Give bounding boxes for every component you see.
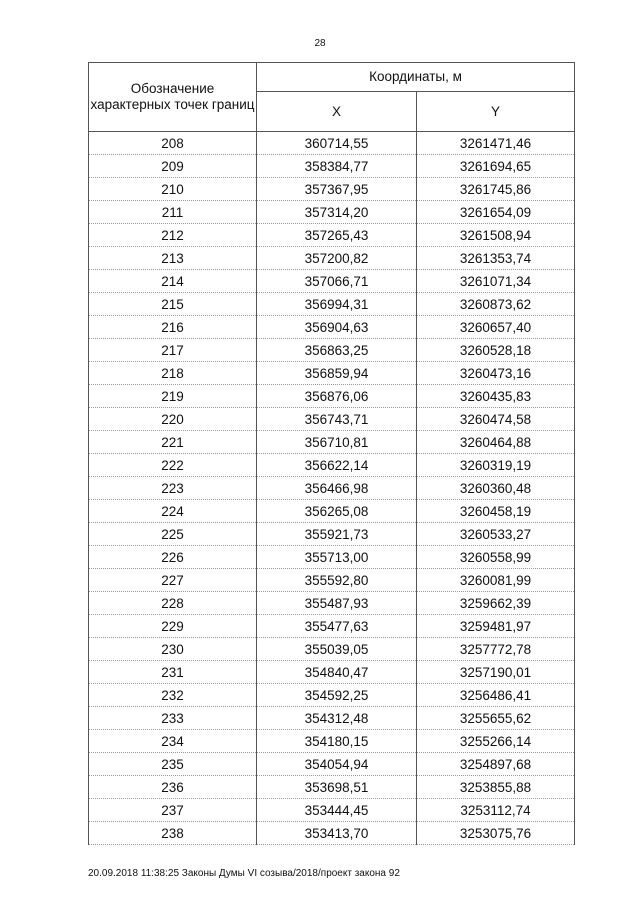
table-row [89,661,575,684]
cell-point: 225 [89,523,257,546]
cell-x: 353444,45 [257,799,417,822]
cell-x: 355921,73 [257,523,417,546]
cell-y: 3253075,76 [417,822,575,845]
cell-point: 219 [89,385,257,408]
table-row [89,684,575,707]
cell-x: 358384,77 [257,155,417,178]
table-row [89,707,575,730]
cell-y: 3260533,27 [417,523,575,546]
cell-point: 233 [89,707,257,730]
cell-point: 236 [89,776,257,799]
cell-y: 3261508,94 [417,224,575,247]
cell-y: 3260473,16 [417,362,575,385]
cell-y: 3260474,58 [417,408,575,431]
cell-x: 356622,14 [257,454,417,477]
cell-point: 220 [89,408,257,431]
cell-x: 356859,94 [257,362,417,385]
cell-y: 3253112,74 [417,799,575,822]
cell-x: 355592,80 [257,569,417,592]
cell-point: 217 [89,339,257,362]
cell-x: 357367,95 [257,178,417,201]
table-row [89,569,575,592]
cell-y: 3259481,97 [417,615,575,638]
footer-document-path: 20.09.2018 11:38:25 Законы Думы VI созыва/2018/проект закона 92 [88,868,400,879]
cell-point: 214 [89,270,257,293]
table-row [89,224,575,247]
cell-y: 3255266,14 [417,730,575,753]
table-row [89,454,575,477]
coordinates-table [88,62,575,845]
table-row [89,730,575,753]
cell-y: 3260558,99 [417,546,575,569]
cell-point: 235 [89,753,257,776]
cell-y: 3253855,88 [417,776,575,799]
cell-y: 3260657,40 [417,316,575,339]
cell-y: 3256486,41 [417,684,575,707]
cell-point: 222 [89,454,257,477]
table-row [89,638,575,661]
cell-point: 213 [89,247,257,270]
cell-point: 226 [89,546,257,569]
cell-y: 3260319,19 [417,454,575,477]
cell-x: 356863,25 [257,339,417,362]
table-row [89,132,575,155]
table-row [89,753,575,776]
cell-point: 223 [89,477,257,500]
table-row [89,155,575,178]
cell-point: 227 [89,569,257,592]
table-row [89,431,575,454]
cell-y: 3261471,46 [417,132,575,155]
table-row [89,500,575,523]
table-row [89,201,575,224]
cell-x: 353413,70 [257,822,417,845]
cell-point: 210 [89,178,257,201]
cell-x: 353698,51 [257,776,417,799]
header-x: X [257,92,417,132]
cell-x: 357265,43 [257,224,417,247]
cell-x: 355487,93 [257,592,417,615]
cell-y: 3260081,99 [417,569,575,592]
cell-y: 3259662,39 [417,592,575,615]
cell-point: 208 [89,132,257,155]
cell-y: 3261694,65 [417,155,575,178]
table-row [89,477,575,500]
cell-x: 356994,31 [257,293,417,316]
cell-x: 354180,15 [257,730,417,753]
cell-y: 3257772,78 [417,638,575,661]
cell-y: 3261745,86 [417,178,575,201]
cell-point: 212 [89,224,257,247]
table-row [89,178,575,201]
cell-point: 218 [89,362,257,385]
cell-point: 232 [89,684,257,707]
cell-point: 229 [89,615,257,638]
cell-y: 3260873,62 [417,293,575,316]
cell-x: 354054,94 [257,753,417,776]
cell-x: 354840,47 [257,661,417,684]
cell-x: 355713,00 [257,546,417,569]
cell-y: 3261654,09 [417,201,575,224]
table-row [89,247,575,270]
cell-point: 224 [89,500,257,523]
table-row [89,776,575,799]
cell-x: 355477,63 [257,615,417,638]
cell-x: 356904,63 [257,316,417,339]
table-row [89,408,575,431]
cell-point: 238 [89,822,257,845]
cell-point: 209 [89,155,257,178]
cell-x: 356265,08 [257,500,417,523]
cell-point: 234 [89,730,257,753]
cell-point: 221 [89,431,257,454]
table-row [89,270,575,293]
cell-x: 355039,05 [257,638,417,661]
header-y: Y [417,92,575,132]
cell-x: 354312,48 [257,707,417,730]
table-row [89,799,575,822]
cell-y: 3260528,18 [417,339,575,362]
table-row [89,615,575,638]
table-row [89,293,575,316]
table-row [89,362,575,385]
cell-y: 3260458,19 [417,500,575,523]
header-coordinates: Координаты, м [257,63,575,92]
table-row [89,339,575,362]
cell-point: 230 [89,638,257,661]
table-row [89,316,575,339]
cell-y: 3257190,01 [417,661,575,684]
header-point-designation: Обозначение характерных точек границ [89,63,257,132]
cell-x: 356466,98 [257,477,417,500]
cell-x: 356876,06 [257,385,417,408]
cell-point: 215 [89,293,257,316]
cell-x: 356710,81 [257,431,417,454]
cell-y: 3260360,48 [417,477,575,500]
cell-y: 3261353,74 [417,247,575,270]
cell-y: 3255655,62 [417,707,575,730]
cell-point: 216 [89,316,257,339]
cell-x: 357314,20 [257,201,417,224]
table-row [89,385,575,408]
cell-point: 228 [89,592,257,615]
cell-x: 356743,71 [257,408,417,431]
cell-point: 237 [89,799,257,822]
cell-y: 3261071,34 [417,270,575,293]
cell-x: 357066,71 [257,270,417,293]
cell-y: 3254897,68 [417,753,575,776]
cell-point: 231 [89,661,257,684]
cell-x: 360714,55 [257,132,417,155]
table-row [89,592,575,615]
cell-y: 3260435,83 [417,385,575,408]
table-row [89,546,575,569]
cell-point: 211 [89,201,257,224]
cell-x: 357200,82 [257,247,417,270]
cell-y: 3260464,88 [417,431,575,454]
page-number: 28 [314,38,326,49]
table-row [89,523,575,546]
cell-x: 354592,25 [257,684,417,707]
table-row [89,822,575,845]
